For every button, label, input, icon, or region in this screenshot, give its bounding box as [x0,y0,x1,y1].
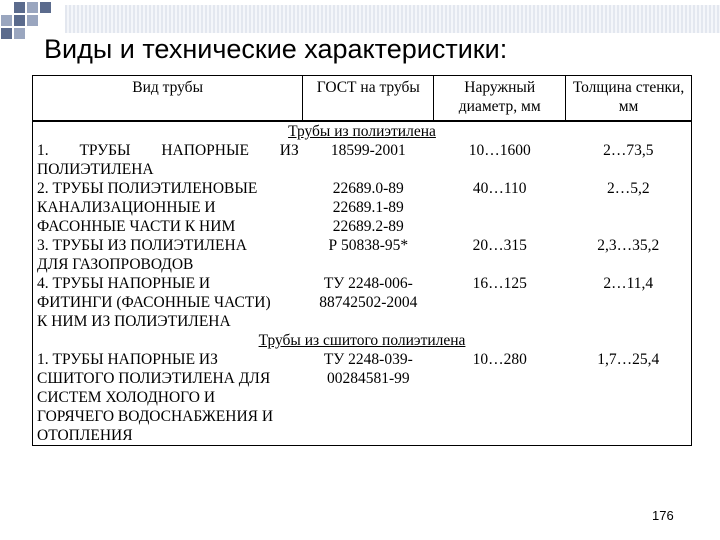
cell-type [33,141,303,179]
cell-wall: 1,7…25,4 [597,351,660,368]
cell-gost: 22689.0-89 22689.1-89 22689.2-89 [332,180,404,235]
cell-diameter: 20…315 [472,237,527,254]
table-row [33,179,692,236]
page-number: 176 [652,508,674,523]
section-heading-row [33,331,692,350]
cell-gost: ТУ 2248-006- 88742502-2004 [319,275,418,311]
col-header-wall: Толщина стенки, мм [566,76,692,122]
slide-title: Виды и технические характеристики: [44,34,508,64]
table-row [33,236,692,274]
table-row [33,141,692,179]
cell-wall: 2…11,4 [603,275,654,292]
section-heading: Трубы из полиэтилена [288,123,436,140]
cell-gost: Р 50838-95* [328,237,409,254]
cell-diameter: 10…1600 [468,142,531,159]
cell-wall: 2,3…35,2 [597,237,660,254]
col-header-gost: ГОСТ на трубы [303,76,434,122]
table-row [33,274,692,331]
cell-diameter: 40…110 [472,180,527,197]
cell-diameter: 16…125 [472,275,527,292]
cell-type-line: 1. ТРУБЫ НАПОРНЫЕ ИЗ [37,142,299,159]
cell-diameter: 10…280 [472,351,527,368]
cell-gost: ТУ 2248-039- 00284581-99 [323,351,413,387]
cell-type: 3. ТРУБЫ ИЗ ПОЛИЭТИЛЕНА ДЛЯ ГАЗОПРОВОДОВ [37,237,247,273]
cell-wall: 2…5,2 [606,180,650,197]
cell-type-line: ПОЛИЭТИЛЕНА [37,161,154,178]
cell-type: 1. ТРУБЫ НАПОРНЫЕ ИЗ СШИТОГО ПОЛИЭТИЛЕНА ДЛЯ СИСТЕМ ХОЛОДНОГО И ГОРЯЧЕГО ВОДОСНАБЖЕНИЯ И ОТОПЛЕНИЯ [37,351,274,444]
section-heading-row [33,121,692,141]
cell-type: 4. ТРУБЫ НАПОРНЫЕ И ФИТИНГИ (ФАСОННЫЕ ЧАСТИ) К НИМ ИЗ ПОЛИЭТИЛЕНА [37,275,271,330]
top-decorative-bar [65,5,720,33]
pipes-table [32,75,692,446]
cell-type: 2. ТРУБЫ ПОЛИЭТИЛЕНОВЫЕ КАНАЛИЗАЦИОННЫЕ И ФАСОННЫЕ ЧАСТИ К НИМ [37,180,258,235]
col-header-type: Вид трубы [33,76,303,122]
table-row [33,350,692,446]
col-header-diameter: Наружный диаметр, мм [434,76,566,122]
cell-wall: 2…73,5 [603,142,654,159]
section-heading: Трубы из сшитого полиэтилена [258,332,466,349]
cell-gost: 18599-2001 [330,142,406,159]
table-header-row [33,76,692,122]
